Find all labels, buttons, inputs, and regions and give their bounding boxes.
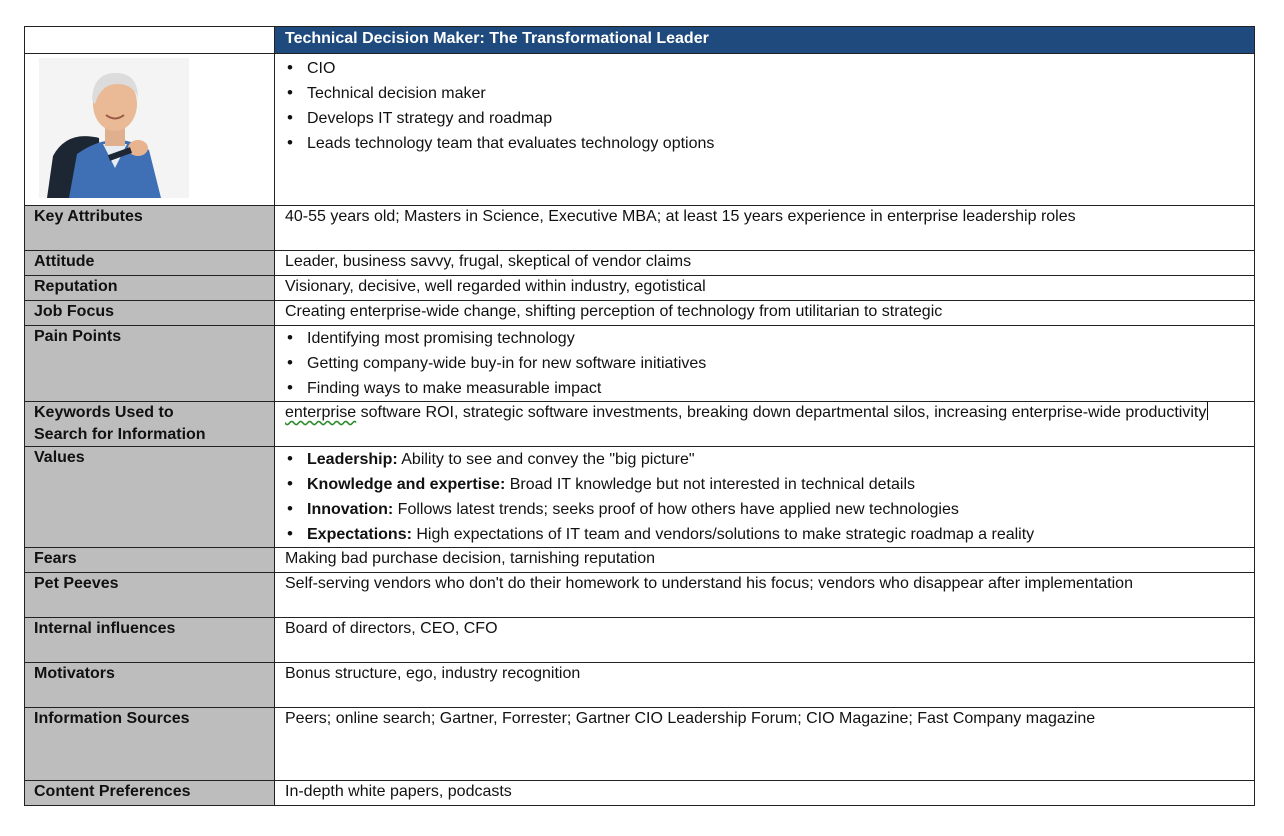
row-label: Information Sources — [25, 708, 275, 781]
list-item: • Finding ways to make measurable impact — [285, 376, 1246, 401]
keywords-text: software ROI, strategic software investments, breaking down departmental silos, increasing enterprise-wide productivity — [356, 404, 1207, 421]
row-value: Board of directors, CEO, CFO — [275, 618, 1255, 663]
table-row — [25, 402, 1255, 447]
row-label: Motivators — [25, 663, 275, 708]
list-item: • Develops IT strategy and roadmap — [285, 106, 1246, 131]
profile-photo — [39, 58, 189, 198]
row-label: Internal influences — [25, 618, 275, 663]
row-value: Bonus structure, ego, industry recognition — [275, 663, 1255, 708]
row-label — [25, 402, 275, 447]
row-value: Making bad purchase decision, tarnishing reputation — [275, 548, 1255, 573]
value-text: High expectations of IT team and vendors/solutions to make strategic roadmap a reality — [411, 526, 1035, 543]
spellcheck-word: enterprise — [285, 404, 357, 421]
table-row — [25, 663, 1255, 708]
row-value — [275, 402, 1255, 447]
row-label: Values — [25, 447, 275, 548]
header-corner-cell — [25, 27, 275, 54]
list-item: • CIO — [285, 56, 1246, 81]
list-item — [285, 447, 1246, 472]
table-row — [25, 618, 1255, 663]
value-text: Broad IT knowledge but not interested in technical details — [505, 476, 915, 493]
row-value: Creating enterprise-wide change, shifting perception of technology from utilitarian to strategic — [275, 301, 1255, 326]
table-row — [25, 548, 1255, 573]
row-label: Job Focus — [25, 301, 275, 326]
row-label: Key Attributes — [25, 206, 275, 251]
row-label: Attitude — [25, 251, 275, 276]
list-item: • Identifying most promising technology — [285, 326, 1246, 351]
values-list — [285, 447, 1246, 547]
profile-row — [25, 54, 1255, 206]
list-item — [285, 522, 1246, 547]
row-label-line: Search for Information — [34, 426, 206, 443]
header-row — [25, 27, 1255, 54]
row-value: Visionary, decisive, well regarded within industry, egotistical — [275, 276, 1255, 301]
row-value — [275, 326, 1255, 402]
profile-bullets-cell — [275, 54, 1255, 206]
table-row — [25, 301, 1255, 326]
table-row — [25, 251, 1255, 276]
row-value: Self-serving vendors who don't do their homework to understand his focus; vendors who disappear after implementation — [275, 573, 1255, 618]
row-value: Peers; online search; Gartner, Forrester; Gartner CIO Leadership Forum; CIO Magazine; Fast Company magazine — [275, 708, 1255, 781]
list-item — [285, 497, 1246, 522]
pain-points-list — [285, 326, 1246, 401]
row-value — [275, 447, 1255, 548]
table-row — [25, 447, 1255, 548]
value-text: Follows latest trends; seeks proof of how others have applied new technologies — [393, 501, 959, 518]
row-label: Pet Peeves — [25, 573, 275, 618]
list-item: • Technical decision maker — [285, 81, 1246, 106]
text-cursor — [1207, 402, 1208, 420]
value-term: Leadership: — [307, 451, 398, 468]
row-label: Fears — [25, 548, 275, 573]
row-label: Pain Points — [25, 326, 275, 402]
table-row — [25, 326, 1255, 402]
table-row — [25, 573, 1255, 618]
value-text: Ability to see and convey the "big picture" — [397, 451, 695, 468]
persona-table — [24, 26, 1255, 806]
table-row — [25, 708, 1255, 781]
value-term: Expectations: — [307, 526, 412, 543]
row-label: Reputation — [25, 276, 275, 301]
row-label-line: Keywords Used to — [34, 404, 174, 421]
persona-title: Technical Decision Maker: The Transformational Leader — [275, 27, 1255, 54]
profile-bullets — [285, 56, 1246, 156]
value-term: Knowledge and expertise: — [307, 476, 506, 493]
value-term: Innovation: — [307, 501, 394, 518]
list-item — [285, 472, 1246, 497]
profile-photo-cell — [25, 54, 275, 206]
list-item: • Leads technology team that evaluates technology options — [285, 131, 1246, 156]
table-row — [25, 276, 1255, 301]
row-label: Content Preferences — [25, 781, 275, 806]
list-item: • Getting company-wide buy-in for new software initiatives — [285, 351, 1246, 376]
row-value: Leader, business savvy, frugal, skeptical of vendor claims — [275, 251, 1255, 276]
table-row — [25, 781, 1255, 806]
table-row — [25, 206, 1255, 251]
row-value: In-depth white papers, podcasts — [275, 781, 1255, 806]
row-value: 40-55 years old; Masters in Science, Executive MBA; at least 15 years experience in enterprise leadership roles — [275, 206, 1255, 251]
